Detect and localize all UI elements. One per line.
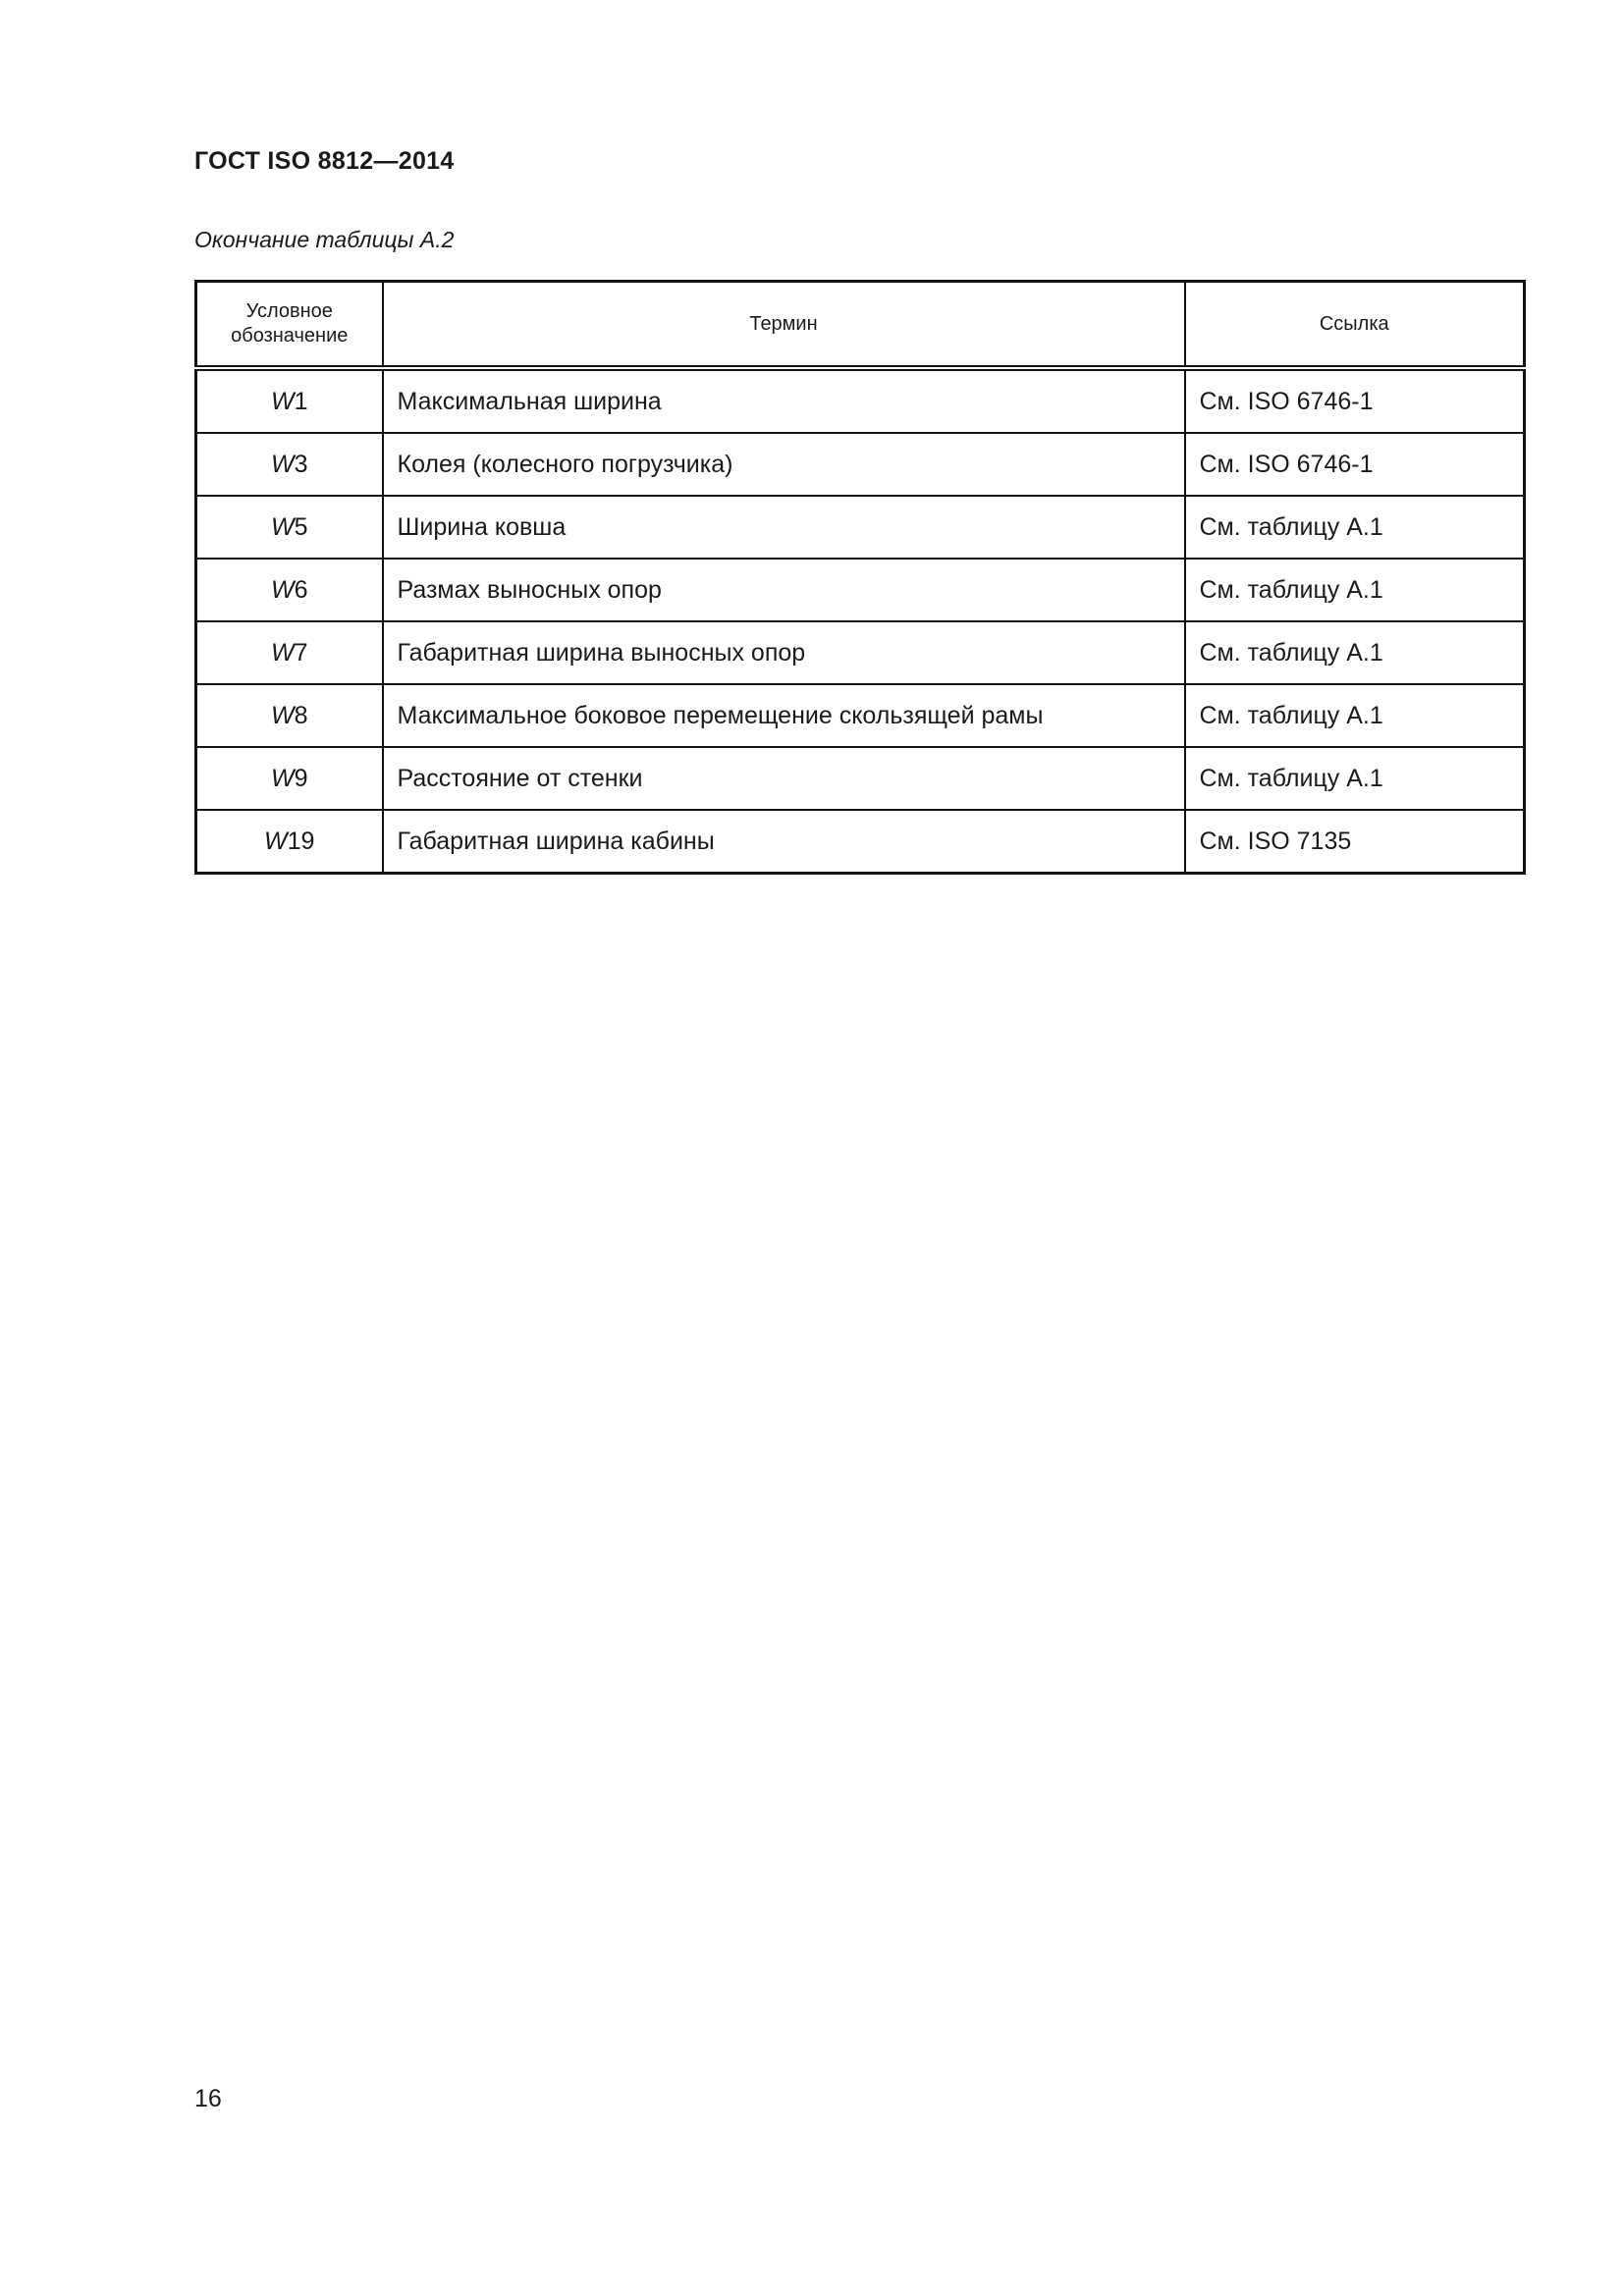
symbol-cell: [196, 496, 383, 559]
symbol-index: 3: [294, 450, 308, 478]
term-cell: Габаритная ширина кабины: [383, 810, 1185, 874]
symbol-index: 9: [294, 764, 308, 792]
symbol-letter: W: [270, 450, 295, 478]
symbol-cell: [196, 621, 383, 684]
terms-table: [194, 280, 1526, 875]
table-row: [196, 684, 1525, 747]
document-header: ГОСТ ISO 8812—2014: [194, 147, 455, 175]
table-row: [196, 559, 1525, 621]
symbol-letter: W: [270, 512, 295, 541]
table-caption: Окончание таблицы А.2: [194, 227, 455, 252]
table-row: [196, 433, 1525, 496]
term-cell: Максимальное боковое перемещение скользящей рамы: [383, 684, 1185, 747]
reference-cell: См. таблицу А.1: [1185, 747, 1525, 810]
page-number: 16: [194, 2085, 222, 2112]
symbol-cell: [196, 559, 383, 621]
symbol-letter: W: [270, 387, 295, 415]
term-cell: Ширина ковша: [383, 496, 1185, 559]
column-header-symbol: Условное обозначение: [196, 282, 383, 369]
symbol-cell: [196, 433, 383, 496]
table-row: [196, 368, 1525, 433]
table-row: [196, 496, 1525, 559]
symbol-letter: W: [270, 575, 295, 604]
symbol-letter: W: [264, 827, 288, 855]
symbol-index: 5: [294, 512, 308, 541]
term-cell: Колея (колесного погрузчика): [383, 433, 1185, 496]
reference-cell: См. таблицу А.1: [1185, 621, 1525, 684]
table-row: [196, 621, 1525, 684]
term-cell: Расстояние от стенки: [383, 747, 1185, 810]
reference-cell: См. таблицу А.1: [1185, 684, 1525, 747]
table-row: [196, 747, 1525, 810]
symbol-cell: [196, 810, 383, 874]
term-cell: Максимальная ширина: [383, 368, 1185, 433]
symbol-letter: W: [270, 638, 295, 667]
term-cell: Размах выносных опор: [383, 559, 1185, 621]
symbol-index: 7: [294, 638, 308, 667]
symbol-cell: [196, 684, 383, 747]
symbol-letter: W: [270, 764, 295, 792]
symbol-index: 1: [294, 387, 308, 415]
reference-cell: См. таблицу А.1: [1185, 559, 1525, 621]
reference-cell: См. ISO 7135: [1185, 810, 1525, 874]
symbol-index: 19: [287, 827, 315, 855]
symbol-cell: [196, 747, 383, 810]
term-cell: Габаритная ширина выносных опор: [383, 621, 1185, 684]
table-row: [196, 810, 1525, 874]
reference-cell: См. ISO 6746-1: [1185, 368, 1525, 433]
column-header-term: Термин: [383, 282, 1185, 369]
table-header-row: [196, 282, 1525, 369]
column-header-reference: Ссылка: [1185, 282, 1525, 369]
symbol-letter: W: [270, 701, 295, 729]
reference-cell: См. ISO 6746-1: [1185, 433, 1525, 496]
symbol-index: 8: [294, 701, 308, 729]
symbol-cell: [196, 368, 383, 433]
reference-cell: См. таблицу А.1: [1185, 496, 1525, 559]
symbol-index: 6: [294, 575, 308, 604]
